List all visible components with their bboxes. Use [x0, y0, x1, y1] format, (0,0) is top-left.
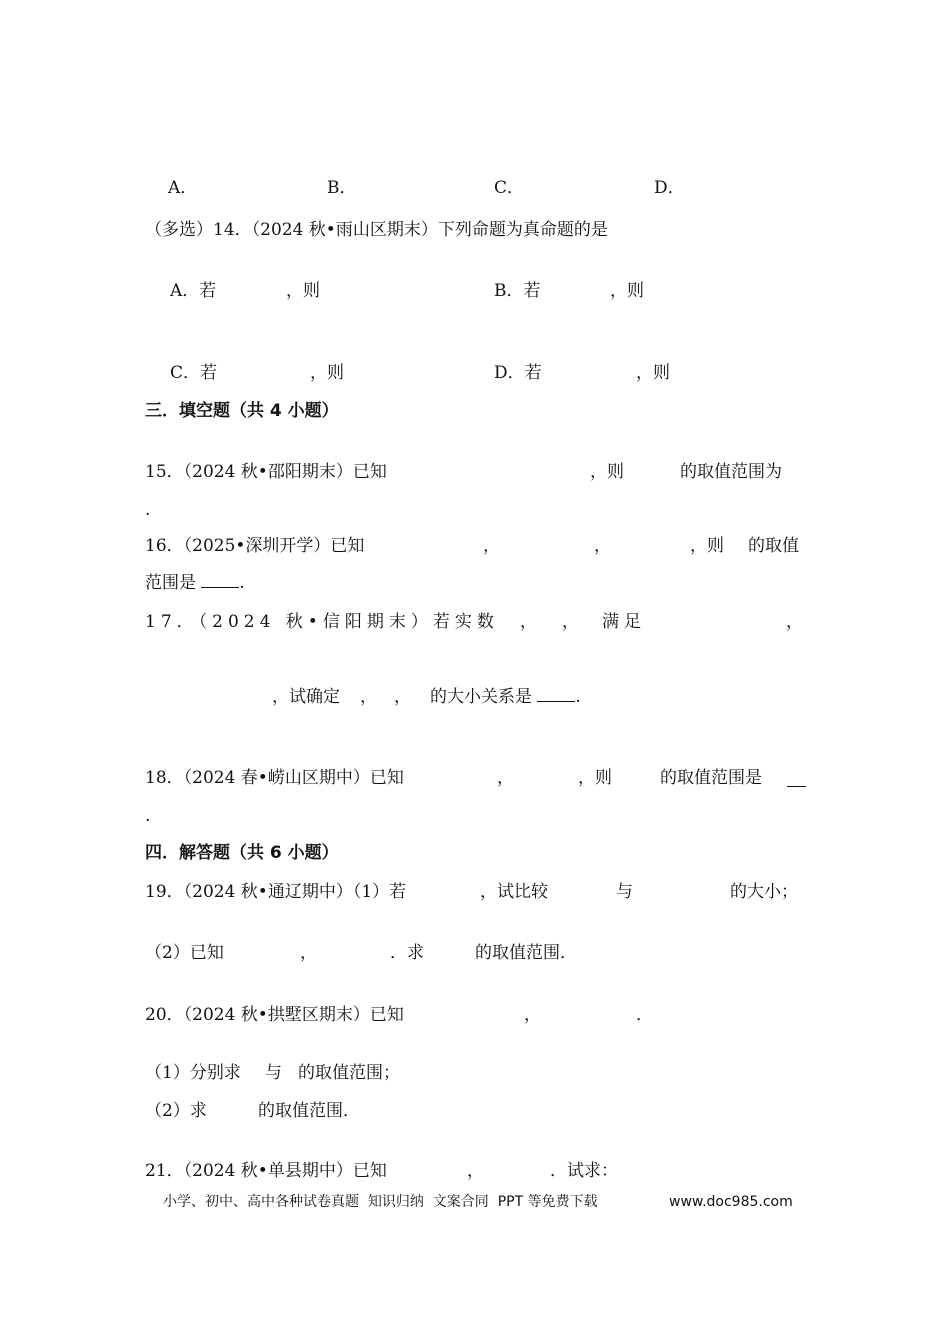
- q21-text-2: ．试求：: [550, 1161, 618, 1181]
- q15-text-3: 的取值范围为: [680, 462, 782, 482]
- q13-option-d: D．: [654, 178, 685, 198]
- answer-blank: [787, 772, 806, 787]
- q15-text-1: 15．（2024 秋•邵阳期末）已知: [145, 462, 387, 482]
- q20-sub1-text-1: （1）分别求: [145, 1063, 241, 1083]
- q16-text-3: 的取值: [748, 536, 799, 556]
- q19-text-1: 19．（2024 秋•通辽期中）（1）若: [145, 882, 407, 902]
- q14-option-a-then: ，则: [286, 281, 320, 301]
- q17-text-2: 满足: [602, 612, 646, 632]
- q21-text-1: 21．（2024 秋•单县期中）已知: [145, 1161, 387, 1181]
- q16-line-2: [145, 572, 245, 594]
- q16-text-1: 16．（2025•深圳开学）已知: [145, 536, 365, 556]
- q19-part2-comma: ，: [300, 943, 317, 963]
- q18-comma-1: ，: [497, 768, 514, 788]
- answer-blank: [201, 573, 239, 588]
- section-heading-answer: 四．解答题（共 6 小题）: [145, 843, 339, 863]
- q19-part2-text-1: （2）已知: [145, 943, 224, 963]
- q16-range-label: 范围是: [145, 573, 196, 593]
- q14-option-b-then: ，则: [610, 281, 644, 301]
- q17-relation-label: 的大小关系是: [430, 687, 532, 707]
- q17-text-1: 17．（2024 秋•信阳期末）若实数: [145, 612, 499, 632]
- q13-option-b: B．: [327, 178, 357, 198]
- q19-part2-text-2: ．求: [390, 943, 424, 963]
- q14-option-c: C．若: [170, 363, 218, 383]
- q17-comma-4: ，: [360, 687, 377, 707]
- q14-option-d: D．若: [494, 363, 542, 383]
- q17-line-2: [430, 686, 581, 708]
- q20-comma: ，: [524, 1005, 541, 1025]
- q18-text-2: ，则: [578, 768, 612, 788]
- answer-blank: [537, 687, 575, 702]
- q20-sub2-text-2: 的取值范围．: [258, 1101, 360, 1121]
- q15-text-2: ，则: [590, 462, 624, 482]
- q17-comma-5: ，: [394, 687, 411, 707]
- q16-comma-1: ，: [483, 536, 500, 556]
- q15-end-dot: .: [145, 500, 151, 520]
- q13-option-c: C．: [494, 178, 525, 198]
- q14-stem: （多选）14．（2024 秋•雨山区期末）下列命题为真命题的是: [145, 220, 608, 240]
- q17-comma-2: ，: [562, 612, 579, 632]
- q14-option-b: B．若: [494, 281, 541, 301]
- q14-option-a: A．若: [170, 281, 217, 301]
- q19-text-4: 的大小；: [730, 882, 798, 902]
- q21-comma: ，: [467, 1161, 484, 1181]
- q14-option-d-then: ，则: [636, 363, 670, 383]
- q17-text-3: ，试确定: [272, 687, 340, 707]
- q13-option-a: A．: [168, 178, 198, 198]
- section-heading-fill-in: 三．填空题（共 4 小题）: [145, 401, 339, 421]
- q20-sub1-text-2: 与: [265, 1063, 282, 1083]
- q18-text-3: 的取值范围是: [660, 768, 762, 788]
- footer-url[interactable]: www.doc985.com: [669, 1194, 793, 1210]
- q20-end-dot: ．: [636, 1005, 653, 1025]
- q20-sub1-text-3: 的取值范围；: [298, 1063, 400, 1083]
- q20-text-1: 20．（2024 秋•拱墅区期末）已知: [145, 1005, 404, 1025]
- q17-end-dot: .: [575, 687, 581, 707]
- q17-comma-3: ，: [786, 612, 803, 632]
- q16-text-2: ，则: [690, 536, 724, 556]
- q19-part2-text-3: 的取值范围．: [475, 943, 577, 963]
- q18-end-dot: .: [145, 806, 151, 826]
- q19-text-3: 与: [616, 882, 633, 902]
- q20-sub2-text-1: （2）求: [145, 1101, 207, 1121]
- q18-text-1: 18．（2024 春•崂山区期中）已知: [145, 768, 404, 788]
- q16-comma-2: ，: [594, 536, 611, 556]
- q14-option-c-then: ，则: [310, 363, 344, 383]
- q19-text-2: ，试比较: [480, 882, 548, 902]
- footer-text: 小学、初中、高中各种试卷真题 知识归纳 文案合同 PPT 等免费下载: [163, 1194, 598, 1210]
- q16-end-dot: .: [239, 573, 245, 593]
- q17-comma-1: ，: [520, 612, 537, 632]
